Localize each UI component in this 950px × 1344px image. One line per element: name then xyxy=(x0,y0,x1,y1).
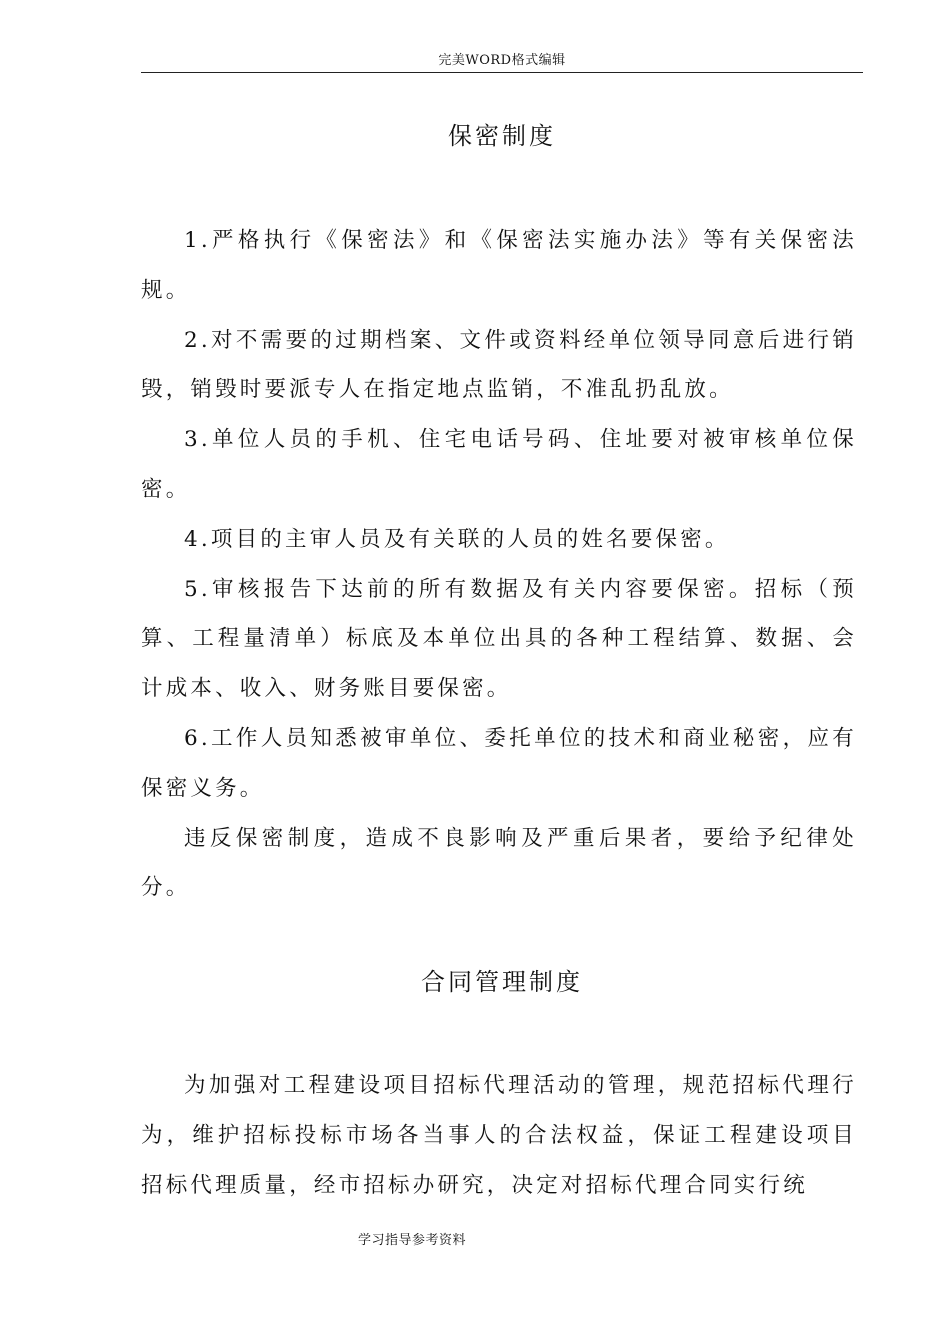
paragraph: 2.对不需要的过期档案、文件或资料经单位领导同意后进行销毁，销毁时要派专人在指定地点监销，不准乱扔乱放。 xyxy=(141,327,857,403)
paragraph: 1.严格执行《保密法》和《保密法实施办法》等有关保密法规。 xyxy=(141,228,857,303)
paragraph: 为加强对工程建设项目招标代理活动的管理，规范招标代理行为，维护招标投标市场各当事人的合法权益，保证工程建设项目招标代理质量，经市招标办研究，决定对招标代理合同实行统 xyxy=(141,1073,857,1198)
section-confidentiality xyxy=(141,216,857,913)
page-header: 完美WORD格式编辑 xyxy=(438,53,566,68)
section-title-confidentiality: 保密制度 xyxy=(448,122,556,150)
paragraph: 5.审核报告下达前的所有数据及有关内容要保密。招标（预算、工程量清单）标底及本单位出具的各种工程结算、数据、会计成本、收入、财务账目要保密。 xyxy=(141,576,857,702)
section-contract-management xyxy=(141,1061,857,1210)
page-footer: 学习指导参考资料 xyxy=(358,1233,467,1248)
paragraph: 3.单位人员的手机、住宅电话号码、住址要对被审核单位保密。 xyxy=(141,427,857,502)
header-rule xyxy=(141,72,863,73)
paragraph: 6.工作人员知悉被审单位、委托单位的技术和商业秘密，应有保密义务。 xyxy=(141,725,857,801)
section-title-contract-management: 合同管理制度 xyxy=(421,968,583,996)
paragraph: 4.项目的主审人员及有关联的人员的姓名要保密。 xyxy=(184,526,730,552)
paragraph: 违反保密制度，造成不良影响及严重后果者，要给予纪律处分。 xyxy=(141,825,857,901)
